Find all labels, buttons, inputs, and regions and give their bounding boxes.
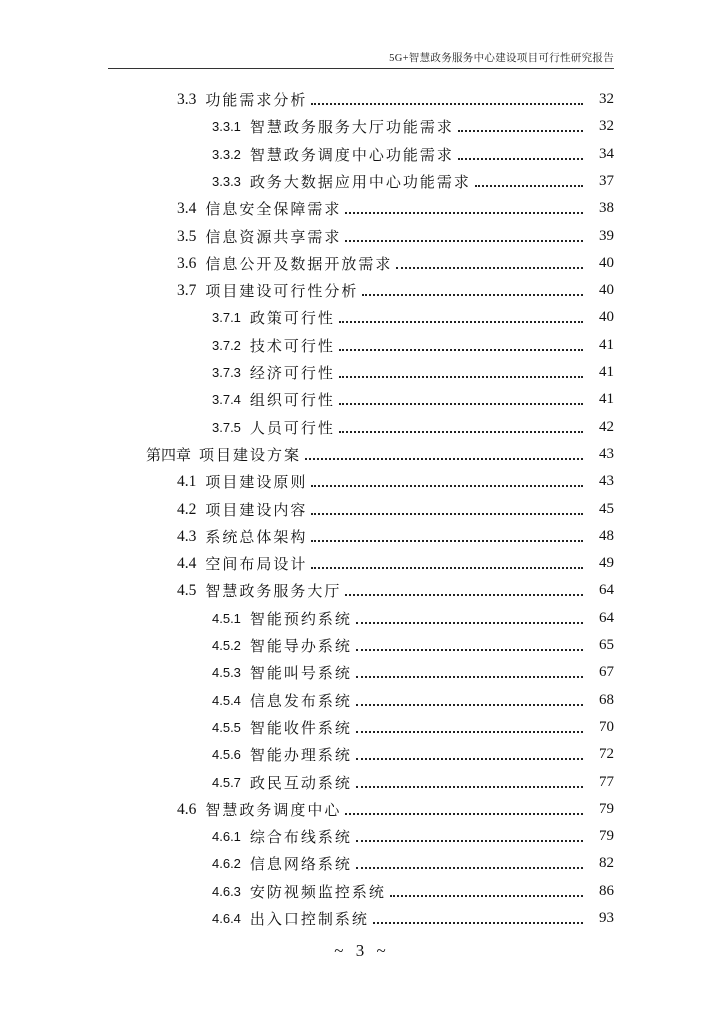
toc-entry-title: 智慧政务服务大厅	[205, 584, 342, 600]
dot-leader	[390, 895, 583, 897]
dot-leader	[305, 458, 583, 460]
toc-entry-page: 64	[599, 610, 614, 626]
toc-entry-page: 39	[599, 228, 614, 244]
dot-leader	[373, 922, 583, 924]
toc-entry-page: 40	[599, 255, 614, 271]
toc-entry[interactable]	[177, 550, 614, 577]
toc-entry[interactable]	[212, 332, 614, 359]
dot-leader	[345, 240, 583, 242]
toc-entry-title: 系统总体架构	[205, 530, 308, 546]
toc-entry[interactable]	[212, 714, 614, 741]
toc-entry-number: 3.7.3	[212, 365, 241, 380]
toc-entry[interactable]	[212, 605, 614, 632]
dot-leader	[356, 731, 583, 733]
toc-entry[interactable]	[212, 632, 614, 659]
dot-leader	[362, 294, 583, 296]
toc-entry-page: 79	[599, 828, 614, 844]
dot-leader	[458, 158, 583, 160]
dot-leader	[339, 321, 583, 323]
toc-entry-number: 3.7	[177, 281, 197, 299]
dot-leader	[475, 185, 583, 187]
toc-entry[interactable]	[212, 687, 614, 714]
toc-entry-title: 空间布局设计	[205, 557, 308, 573]
toc-entry-page: 79	[599, 801, 614, 817]
dot-leader	[311, 485, 583, 487]
dot-leader	[339, 376, 583, 378]
toc-entry-page: 41	[599, 337, 614, 353]
toc-entry[interactable]	[177, 577, 614, 604]
dot-leader	[458, 130, 583, 132]
toc-entry-title: 政策可行性	[249, 311, 335, 327]
toc-entry[interactable]	[146, 441, 614, 468]
toc-entry[interactable]	[212, 113, 614, 140]
dot-leader	[345, 594, 583, 596]
dot-leader	[356, 676, 583, 678]
toc-entry-number: 4.4	[177, 554, 197, 572]
toc-entry[interactable]	[177, 277, 614, 304]
toc-entry-title: 组织可行性	[249, 393, 335, 409]
dot-leader	[311, 540, 583, 542]
toc-entry-title: 经济可行性	[249, 366, 335, 382]
toc-entry-number: 4.5	[177, 581, 197, 599]
toc-entry-title: 技术可行性	[249, 339, 335, 355]
toc-entry-number: 3.3.3	[212, 174, 241, 189]
toc-entry-page: 45	[599, 501, 614, 517]
toc-entry-page: 32	[599, 118, 614, 134]
toc-entry-title: 项目建设内容	[205, 503, 308, 519]
toc-entry-number: 4.6.1	[212, 829, 241, 844]
toc-entry-page: 65	[599, 637, 614, 653]
toc-entry-number: 3.6	[177, 254, 197, 272]
toc-entry-page: 82	[599, 855, 614, 871]
toc-entry-number: 3.3.2	[212, 147, 241, 162]
toc-entry-number: 3.5	[177, 227, 197, 245]
dot-leader	[356, 758, 583, 760]
toc-entry-number: 4.6.3	[212, 884, 241, 899]
toc-entry[interactable]	[177, 796, 614, 823]
header-divider	[108, 68, 614, 69]
toc-entry-title: 信息资源共享需求	[205, 230, 342, 246]
toc-entry-number: 4.5.7	[212, 775, 241, 790]
toc-entry-number: 4.5.5	[212, 720, 241, 735]
toc-entry-title: 功能需求分析	[205, 93, 308, 109]
toc-entry-number: 3.7.5	[212, 420, 241, 435]
toc-entry[interactable]	[212, 168, 614, 195]
toc-entry[interactable]	[177, 523, 614, 550]
toc-entry-title: 信息网络系统	[249, 857, 352, 873]
toc-entry-page: 43	[599, 446, 614, 462]
dot-leader	[356, 622, 583, 624]
toc-entry-title: 信息发布系统	[249, 694, 352, 710]
toc-entry[interactable]	[212, 304, 614, 331]
header-title: 5G+智慧政务服务中心建设项目可行性研究报告	[389, 53, 614, 64]
toc-entry-number: 4.6	[177, 800, 197, 818]
toc-entry-page: 43	[599, 473, 614, 489]
toc-entry-page: 41	[599, 391, 614, 407]
toc-entry-page: 64	[599, 582, 614, 598]
dot-leader	[339, 431, 583, 433]
toc-entry[interactable]	[212, 741, 614, 768]
toc-entry-title: 智慧政务调度中心功能需求	[249, 148, 454, 164]
toc-entry-page: 93	[599, 910, 614, 926]
toc-entry-title: 项目建设可行性分析	[205, 284, 359, 300]
toc-entry-title: 项目建设方案	[199, 448, 302, 464]
toc-entry-title: 智慧政务服务大厅功能需求	[249, 120, 454, 136]
toc-entry-number: 3.3	[177, 90, 197, 108]
toc-entry-title: 人员可行性	[249, 421, 335, 437]
toc-entry-title: 智能收件系统	[249, 721, 352, 737]
toc-entry-title: 智能预约系统	[249, 612, 352, 628]
toc-entry-number: 4.6.2	[212, 856, 241, 871]
toc-entry-number: 4.5.6	[212, 747, 241, 762]
toc-entry[interactable]	[212, 905, 614, 932]
toc-entry-page: 72	[599, 746, 614, 762]
toc-entry[interactable]	[212, 414, 614, 441]
dot-leader	[356, 867, 583, 869]
toc-entry-page: 70	[599, 719, 614, 735]
dot-leader	[356, 786, 583, 788]
toc-entry-title: 信息安全保障需求	[205, 202, 342, 218]
toc-entry-number: 3.7.4	[212, 392, 241, 407]
toc-entry-title: 智能导办系统	[249, 639, 352, 655]
toc-entry-number: 4.5.2	[212, 638, 241, 653]
toc-entry-page: 34	[599, 146, 614, 162]
toc-entry[interactable]	[177, 223, 614, 250]
toc-entry-title: 政务大数据应用中心功能需求	[249, 175, 471, 191]
toc-entry[interactable]	[212, 386, 614, 413]
toc-entry[interactable]	[177, 250, 614, 277]
toc-entry-number: 4.1	[177, 472, 197, 490]
toc-entry-page: 48	[599, 528, 614, 544]
toc-entry-title: 智能叫号系统	[249, 666, 352, 682]
toc-entry-page: 68	[599, 692, 614, 708]
toc-entry-number: 4.2	[177, 500, 197, 518]
toc-entry-page: 40	[599, 282, 614, 298]
toc-entry[interactable]	[177, 496, 614, 523]
dot-leader	[311, 513, 583, 515]
dot-leader	[356, 840, 583, 842]
toc-entry-page: 42	[599, 419, 614, 435]
toc-entry-page: 67	[599, 664, 614, 680]
toc-entry-title: 综合布线系统	[249, 830, 352, 846]
toc-entry[interactable]	[177, 195, 614, 222]
toc-entry[interactable]	[212, 769, 614, 796]
toc-entry-page: 32	[599, 91, 614, 107]
dot-leader	[339, 349, 583, 351]
toc-entry-page: 49	[599, 555, 614, 571]
toc-entry[interactable]	[212, 659, 614, 686]
toc-entry-page: 77	[599, 774, 614, 790]
toc-entry[interactable]	[177, 86, 614, 113]
toc-entry-number: 4.5.3	[212, 665, 241, 680]
toc-entry[interactable]	[212, 850, 614, 877]
toc-entry[interactable]	[212, 359, 614, 386]
toc-entry-number: 3.7.1	[212, 310, 241, 325]
dot-leader	[345, 212, 583, 214]
toc-entry-page: 37	[599, 173, 614, 189]
toc-entry-number: 3.7.2	[212, 338, 241, 353]
toc-entry[interactable]	[212, 823, 614, 850]
dot-leader	[356, 704, 583, 706]
page-number: ~ 3 ~	[334, 941, 390, 960]
toc-entry[interactable]	[212, 878, 614, 905]
toc-entry-title: 信息公开及数据开放需求	[205, 257, 393, 273]
toc-entry-title: 智能办理系统	[249, 748, 352, 764]
toc-entry-number: 4.5.4	[212, 693, 241, 708]
toc-entry-number: 第四章	[146, 448, 192, 464]
toc-entry-number: 4.6.4	[212, 911, 241, 926]
toc-entry-title: 安防视频监控系统	[249, 885, 386, 901]
dot-leader	[345, 813, 583, 815]
toc-entry[interactable]	[177, 468, 614, 495]
dot-leader	[311, 103, 583, 105]
toc-entry-number: 4.3	[177, 527, 197, 545]
toc-entry-title: 出入口控制系统	[249, 912, 369, 928]
toc-entry-number: 3.4	[177, 199, 197, 217]
toc-entry-page: 41	[599, 364, 614, 380]
toc-entry-title: 智慧政务调度中心	[205, 803, 342, 819]
toc-entry-page: 38	[599, 200, 614, 216]
dot-leader	[311, 567, 583, 569]
dot-leader	[396, 267, 583, 269]
toc-entry-page: 86	[599, 883, 614, 899]
toc-entry-title: 项目建设原则	[205, 475, 308, 491]
dot-leader	[339, 403, 583, 405]
toc-entry-title: 政民互动系统	[249, 776, 352, 792]
toc-entry-number: 4.5.1	[212, 611, 241, 626]
toc-entry-page: 40	[599, 309, 614, 325]
toc-entry[interactable]	[212, 141, 614, 168]
dot-leader	[356, 649, 583, 651]
toc-entry-number: 3.3.1	[212, 119, 241, 134]
